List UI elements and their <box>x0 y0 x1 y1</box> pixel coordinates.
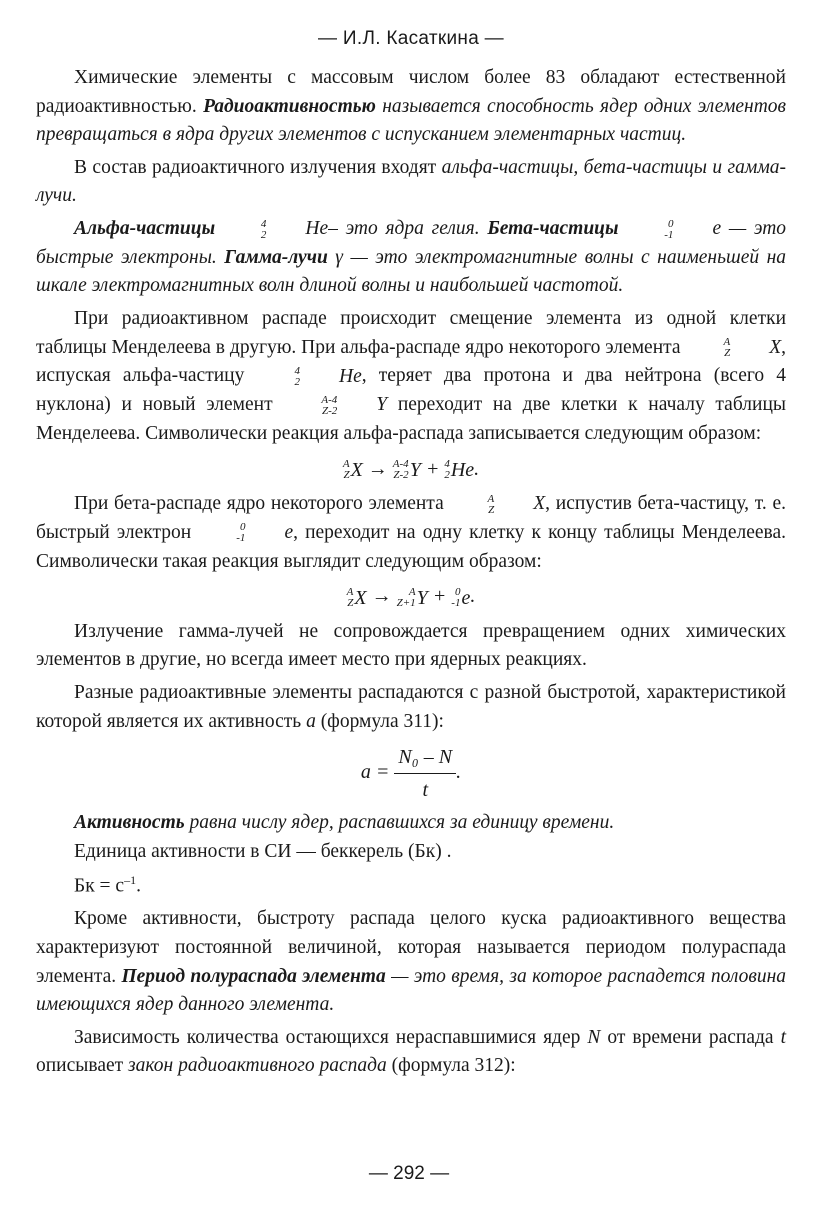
atomic-number: Z <box>724 347 731 360</box>
atomic-number: Z-2 <box>321 404 338 417</box>
text: от времени распада <box>600 1026 781 1048</box>
text: (формула 312): <box>386 1055 516 1077</box>
mass-number: 4 <box>294 364 300 377</box>
symbol: He <box>450 459 475 482</box>
period: . <box>470 585 476 608</box>
mass-number: 4 <box>260 217 267 230</box>
plus: + <box>432 585 447 608</box>
atomic-number: -1 <box>236 532 246 545</box>
page-number: — 292 — <box>368 1163 450 1184</box>
term-beta: Бета-частицы <box>487 217 619 239</box>
term-alpha: Альфа-частицы <box>74 217 216 239</box>
nuclide-y <box>393 452 421 488</box>
text: Бк = с <box>74 875 125 897</box>
nuclide-y <box>397 580 428 616</box>
mass-number: 0 <box>454 585 461 598</box>
text: , испустив бета-частицу, т. е. быстрый электрон <box>36 493 786 543</box>
variable-n: N <box>587 1026 601 1048</box>
atomic-number: Z <box>347 596 354 609</box>
text: – это ядра гелия. <box>328 217 480 239</box>
definition: называется способность ядер одних элементов превращаться в ядра других элементов с испусканием элементарных частиц. <box>36 95 787 146</box>
symbol: Y <box>416 586 428 609</box>
mass-number: A <box>408 585 416 598</box>
arrow: → <box>371 585 392 608</box>
text: γ — это электромагнитные волны с наименьшей на шкале электромагнитных волн длиной волны и наибольшей частотой. <box>36 246 787 297</box>
equation-activity <box>36 742 786 805</box>
text: При бета-распаде ядро некоторого элемента <box>74 493 450 515</box>
atomic-number: 2 <box>294 375 300 388</box>
paragraph-activity-intro <box>36 679 786 736</box>
text: , испуская альфа-частицу <box>36 336 786 387</box>
paragraph-particles <box>36 215 786 301</box>
symbol: X <box>533 493 546 515</box>
atomic-number: Z <box>488 503 495 516</box>
nuclide-he <box>444 452 474 488</box>
text: , теряет два протона и два нейтрона (всего 4 нуклона) и новый элемент <box>36 365 786 416</box>
symbol: Y <box>376 394 388 416</box>
lhs: a = <box>360 761 390 784</box>
atomic-number: Z+1 <box>396 596 416 609</box>
running-head: — И.Л. Касаткина — <box>318 28 504 49</box>
period: . <box>456 761 462 784</box>
equation-beta-decay <box>36 578 786 615</box>
text: В состав радиоактичного излучения входят <box>74 156 442 178</box>
arrow: → <box>367 457 388 480</box>
atomic-number: 2 <box>260 228 267 241</box>
term-radioactivity: Радиоактивностью <box>203 95 376 117</box>
nuclide-x <box>685 334 781 363</box>
mass-number: 0 <box>239 521 246 534</box>
paragraph-half-life <box>36 905 786 1019</box>
nuclide-electron <box>451 580 470 616</box>
text: описывает <box>36 1055 129 1077</box>
paragraph-gamma: Излучение гамма-лучей не сопровождается превращением одних химических элементов в другие, но всегда имеет место при ядерных реакциях. <box>36 620 786 671</box>
text: — это быстрые электроны. <box>36 217 787 268</box>
text: (формула 311): <box>315 710 444 732</box>
term-activity: Активность <box>74 812 185 834</box>
text: Кроме активности, быстроту распада целого куска радиоактивного вещества характеризуют постоянной величиной, которая называется периодом полураспада элемента. <box>36 908 786 987</box>
mass-number: A <box>342 458 350 471</box>
equation-alpha-decay <box>36 451 786 488</box>
mass-number: 0 <box>667 217 674 230</box>
atomic-number: -1 <box>451 596 461 609</box>
nuclide-he <box>223 215 328 244</box>
paragraph-si-unit: Единица активности в СИ — беккерель (Бк) . <box>74 840 452 862</box>
symbol: X <box>354 586 367 609</box>
exponent: –1 <box>124 873 137 888</box>
paragraph-radioactivity <box>36 64 786 150</box>
text: , переходит на одну клетку к концу таблицы Менделеева. Символически такая реакция выглядит следующим образом: <box>36 521 786 572</box>
definition: — это время, за которое распадется половина имеющихся ядер данного элемента. <box>36 965 786 1016</box>
mass-number: A <box>723 336 731 349</box>
symbol: e <box>712 218 722 240</box>
text: Химические элементы с массовым числом более 83 обладают естественной радиоактивностью. <box>36 67 786 117</box>
symbol: e <box>461 586 471 609</box>
term-half-life: Период полураспада элемента <box>121 965 386 987</box>
symbol: He <box>338 365 362 387</box>
period: . <box>474 457 480 480</box>
symbol: e <box>284 522 294 544</box>
text: При радиоактивном распаде происходит смещение элемента из одной клетки таблицы Менделеева в другую. При альфа-распаде ядро некоторого элемента <box>36 307 786 358</box>
mass-number: A <box>346 585 354 598</box>
nuclide-x <box>449 490 545 519</box>
term-gamma: Гамма-лучи <box>224 246 328 268</box>
denominator: t <box>422 779 429 802</box>
symbol: X <box>350 459 363 482</box>
variable-t: t <box>780 1026 786 1048</box>
nuclide-x <box>347 580 367 616</box>
numerator: N₀ – N <box>394 742 456 774</box>
nuclide-he <box>256 363 361 392</box>
mass-number: 4 <box>444 458 450 471</box>
nuclide-electron <box>198 519 293 548</box>
atomic-number: 2 <box>444 469 450 482</box>
symbol: Y <box>409 459 421 482</box>
paragraph-alpha-decay <box>36 305 786 449</box>
symbol: X <box>769 336 782 358</box>
definition: равна числу ядер, распавшихся за единицу времени. <box>184 812 615 834</box>
atomic-number: Z-2 <box>393 469 409 482</box>
paragraph-activity-def <box>36 809 786 838</box>
symbol: He <box>305 218 329 240</box>
text: переходит на две клетки к началу таблицы Менделеева. Символически реакция альфа-распада записывается следующим образом: <box>36 394 786 445</box>
mass-number: A-4 <box>321 393 338 406</box>
nuclide-y <box>283 391 387 420</box>
variable-a: a <box>306 710 316 732</box>
paragraph-radiation-types <box>36 154 786 211</box>
nuclide-electron <box>626 215 721 244</box>
fraction <box>394 742 456 805</box>
mass-number: A <box>487 492 495 505</box>
paragraph-bq <box>36 866 786 901</box>
paragraph-beta-decay <box>36 490 786 576</box>
text: Разные радиоактивные элементы распадаются с разной быстротой, характеристикой которой является их активность <box>36 681 786 732</box>
atomic-number: -1 <box>664 228 674 241</box>
mass-number: A-4 <box>392 458 409 471</box>
nuclide-x <box>343 452 363 488</box>
term-decay-law: закон радиоактивного распада <box>128 1055 387 1077</box>
text: . <box>136 875 141 897</box>
radiation-list: альфа-частицы, бета-частицы и гамма-лучи. <box>36 156 787 207</box>
atomic-number: Z <box>343 469 350 482</box>
text: Зависимость количества остающихся нераспавшимися ядер <box>74 1026 588 1048</box>
paragraph-decay-law <box>36 1024 786 1081</box>
plus: + <box>425 457 440 480</box>
